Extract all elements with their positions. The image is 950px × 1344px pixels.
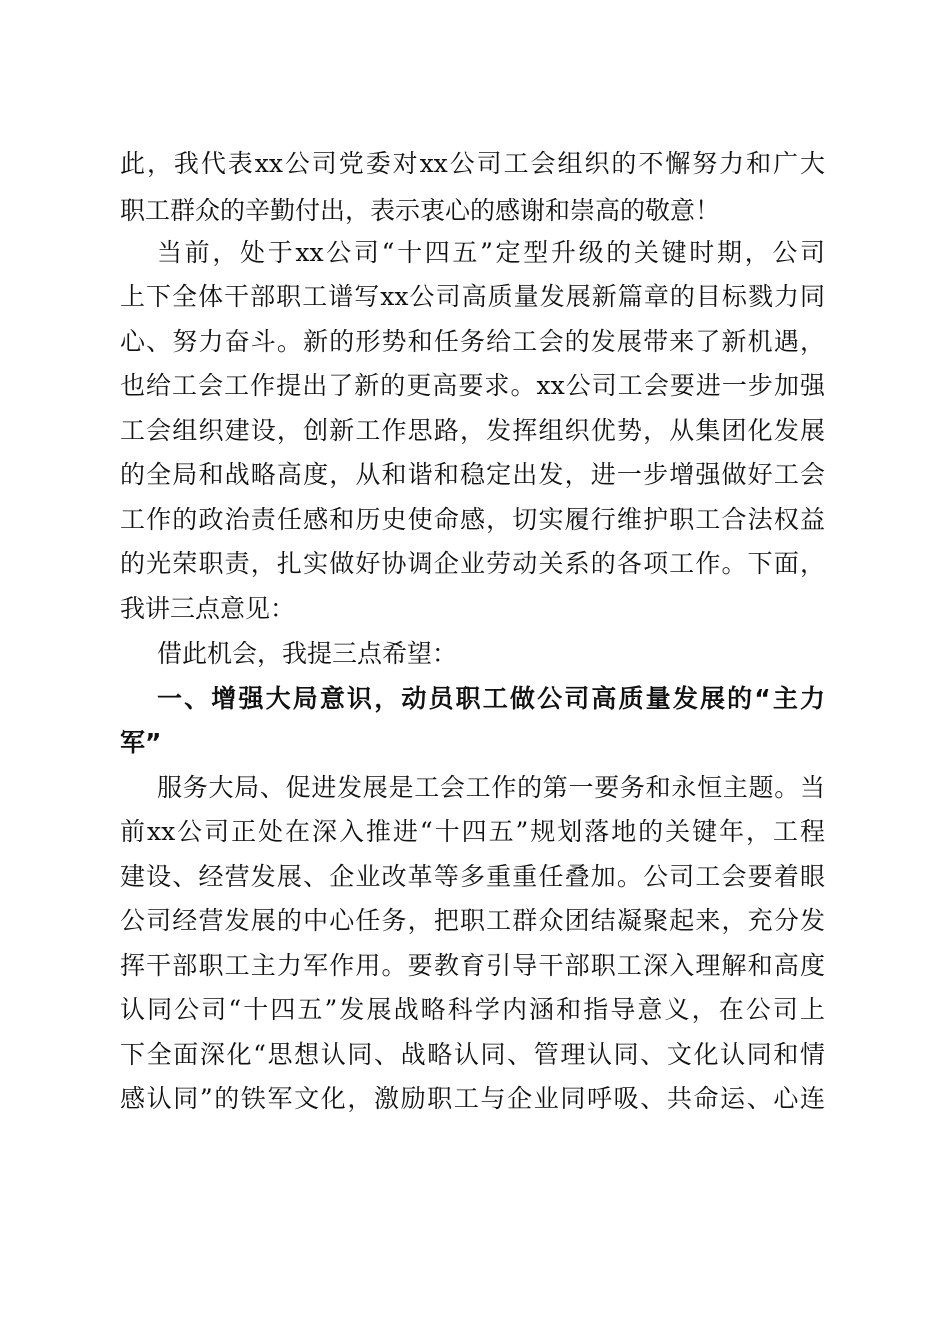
section-heading: 一、增强大局意识，动员职工做公司高质量发展的“主力 <box>157 684 825 713</box>
paragraph-line: 心、努力奋斗。新的形势和任务给工会的发展带来了新机遇， <box>120 327 825 356</box>
paragraph-line: 认同公司“十四五”发展战略科学内涵和指导意义，在公司上 <box>120 995 825 1024</box>
paragraph-line: 当前，处于xx公司“十四五”定型升级的关键时期，公司 <box>157 238 825 267</box>
paragraph-line: 上下全体干部职工谱写xx公司高质量发展新篇章的目标戮力同 <box>120 282 825 311</box>
paragraph-line: 工会组织建设，创新工作思路，发挥组织优势，从集团化发展 <box>120 416 825 445</box>
section-heading: 军” <box>120 728 162 757</box>
paragraph-line: 借此机会，我提三点希望： <box>157 639 458 668</box>
paragraph-line: 我讲三点意见： <box>120 594 296 623</box>
paragraph-line: 前xx公司正处在深入推进“十四五”规划落地的关键年，工程 <box>120 817 825 846</box>
paragraph-line: 也给工会工作提出了新的更高要求。xx公司工会要进一步加强 <box>120 371 825 400</box>
paragraph-line: 挥干部职工主力军作用。要教育引导干部职工深入理解和高度 <box>120 951 825 980</box>
paragraph-line: 建设、经营发展、企业改革等多重重任叠加。公司工会要着眼 <box>120 862 825 891</box>
paragraph-line: 服务大局、促进发展是工会工作的第一要务和永恒主题。当 <box>157 773 825 802</box>
paragraph-line: 下全面深化“思想认同、战略认同、管理认同、文化认同和情 <box>120 1040 825 1069</box>
paragraph-line: 此，我代表xx公司党委对xx公司工会组织的不懈努力和广大 <box>120 149 825 178</box>
paragraph-line: 的光荣职责，扎实做好协调企业劳动关系的各项工作。下面， <box>120 549 825 578</box>
paragraph-line: 的全局和战略高度，从和谐和稳定出发，进一步增强做好工会 <box>120 460 825 489</box>
paragraph-line: 工作的政治责任感和历史使命感，切实履行维护职工合法权益 <box>120 505 825 534</box>
paragraph-line: 感认同”的铁军文化，激励职工与企业同呼吸、共命运、心连 <box>120 1084 825 1113</box>
paragraph-line: 职工群众的辛勤付出，表示衷心的感谢和崇高的敬意！ <box>120 196 721 225</box>
paragraph-line: 公司经营发展的中心任务，把职工群众团结凝聚起来，充分发 <box>120 906 825 935</box>
